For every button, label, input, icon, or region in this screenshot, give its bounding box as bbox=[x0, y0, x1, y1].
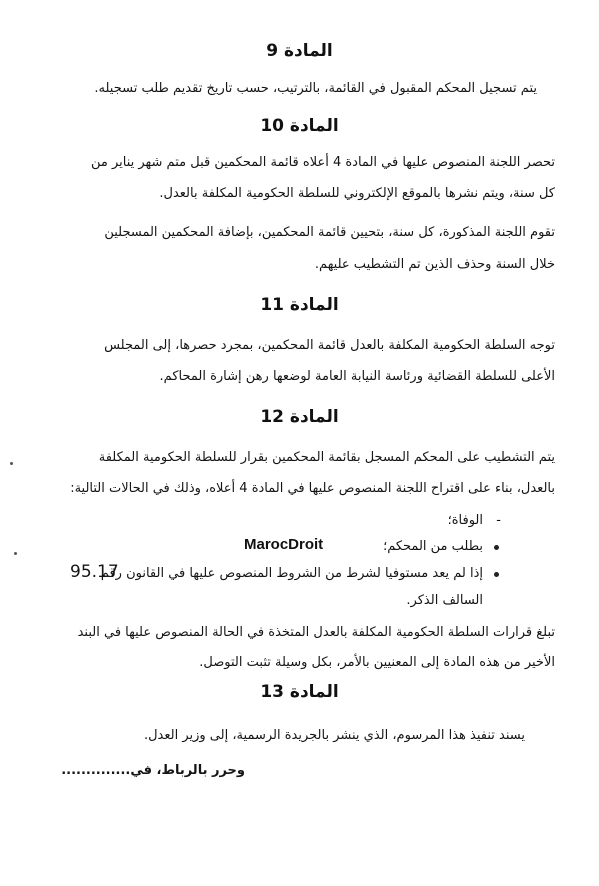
article-13-line-1: يسند تنفيذ هذا المرسوم، الذي ينشر بالجريدة الرسمية، إلى وزير العدل. bbox=[143, 728, 525, 743]
signoff: وحرر بالرباط، في.............. bbox=[61, 763, 245, 778]
law-number: 95.17 bbox=[70, 562, 119, 582]
article-12-closing-1: تبلغ قرارات السلطة الحكومية المكلفة بالعدل المتخذة في الحالة المنصوص عليها في البند bbox=[77, 625, 555, 640]
article-12-line-1: يتم التشطيب على المحكم المسجل بقائمة المحكمين بقرار للسلطة الحكومية المكلفة bbox=[98, 450, 555, 465]
article-10-line-3: تقوم اللجنة المذكورة، كل سنة، بتحيين قائمة المحكمين، بإضافة المحكمين المسجلين bbox=[104, 225, 555, 240]
bullet-item-3-cont: السالف الذكر. bbox=[406, 593, 483, 608]
article-10-line-2: كل سنة، ويتم نشرها بالموقع الإلكتروني للسلطة الحكومية المكلفة بالعدل. bbox=[159, 186, 555, 201]
bullet-item-2: بطلب من المحكم؛ bbox=[383, 539, 483, 554]
scan-speck bbox=[10, 462, 13, 465]
watermark-text: MarocDroit bbox=[244, 536, 324, 553]
article-9-line-1: يتم تسجيل المحكم المقبول في القائمة، بالترتيب، حسب تاريخ تقديم طلب تسجيله. bbox=[94, 81, 537, 96]
article-9-heading: المادة 9 bbox=[266, 41, 333, 61]
scan-speck bbox=[14, 552, 17, 555]
article-10-line-1: تحصر اللجنة المنصوص عليها في المادة 4 أعلاه قائمة المحكمين قبل متم شهر يناير من bbox=[90, 155, 555, 170]
article-11-line-1: توجه السلطة الحكومية المكلفة بالعدل قائمة المحكمين، بمجرد حصرها، إلى المجلس bbox=[104, 338, 555, 353]
article-13-heading: المادة 13 bbox=[260, 682, 339, 702]
bullet-item-1: الوفاة؛ bbox=[447, 513, 483, 528]
article-12-heading: المادة 12 bbox=[260, 407, 339, 427]
article-10-heading: المادة 10 bbox=[260, 116, 339, 136]
article-10-line-4: خلال السنة وحذف الذين تم التشطيب عليهم. bbox=[314, 257, 555, 272]
dash-bullet-icon: - bbox=[496, 513, 501, 528]
article-11-heading: المادة 11 bbox=[260, 295, 339, 315]
article-11-line-2: الأعلى للسلطة القضائية ورئاسة النيابة العامة لوضعها رهن إشارة المحاكم. bbox=[159, 369, 555, 384]
bullet-item-3: إذا لم يعد مستوفيا لشرط من الشروط المنصوص عليها في القانون رقم bbox=[100, 566, 483, 581]
article-12-line-2: بالعدل، بناء على اقتراح اللجنة المنصوص عليها في المادة 4 أعلاه، وذلك في الحالات التالية: bbox=[70, 481, 555, 496]
dot-bullet-icon bbox=[494, 545, 499, 550]
dot-bullet-icon bbox=[494, 572, 499, 577]
article-12-closing-2: الأخير من هذه المادة إلى المعنيين بالأمر، بكل وسيلة تثبت التوصل. bbox=[199, 655, 555, 670]
